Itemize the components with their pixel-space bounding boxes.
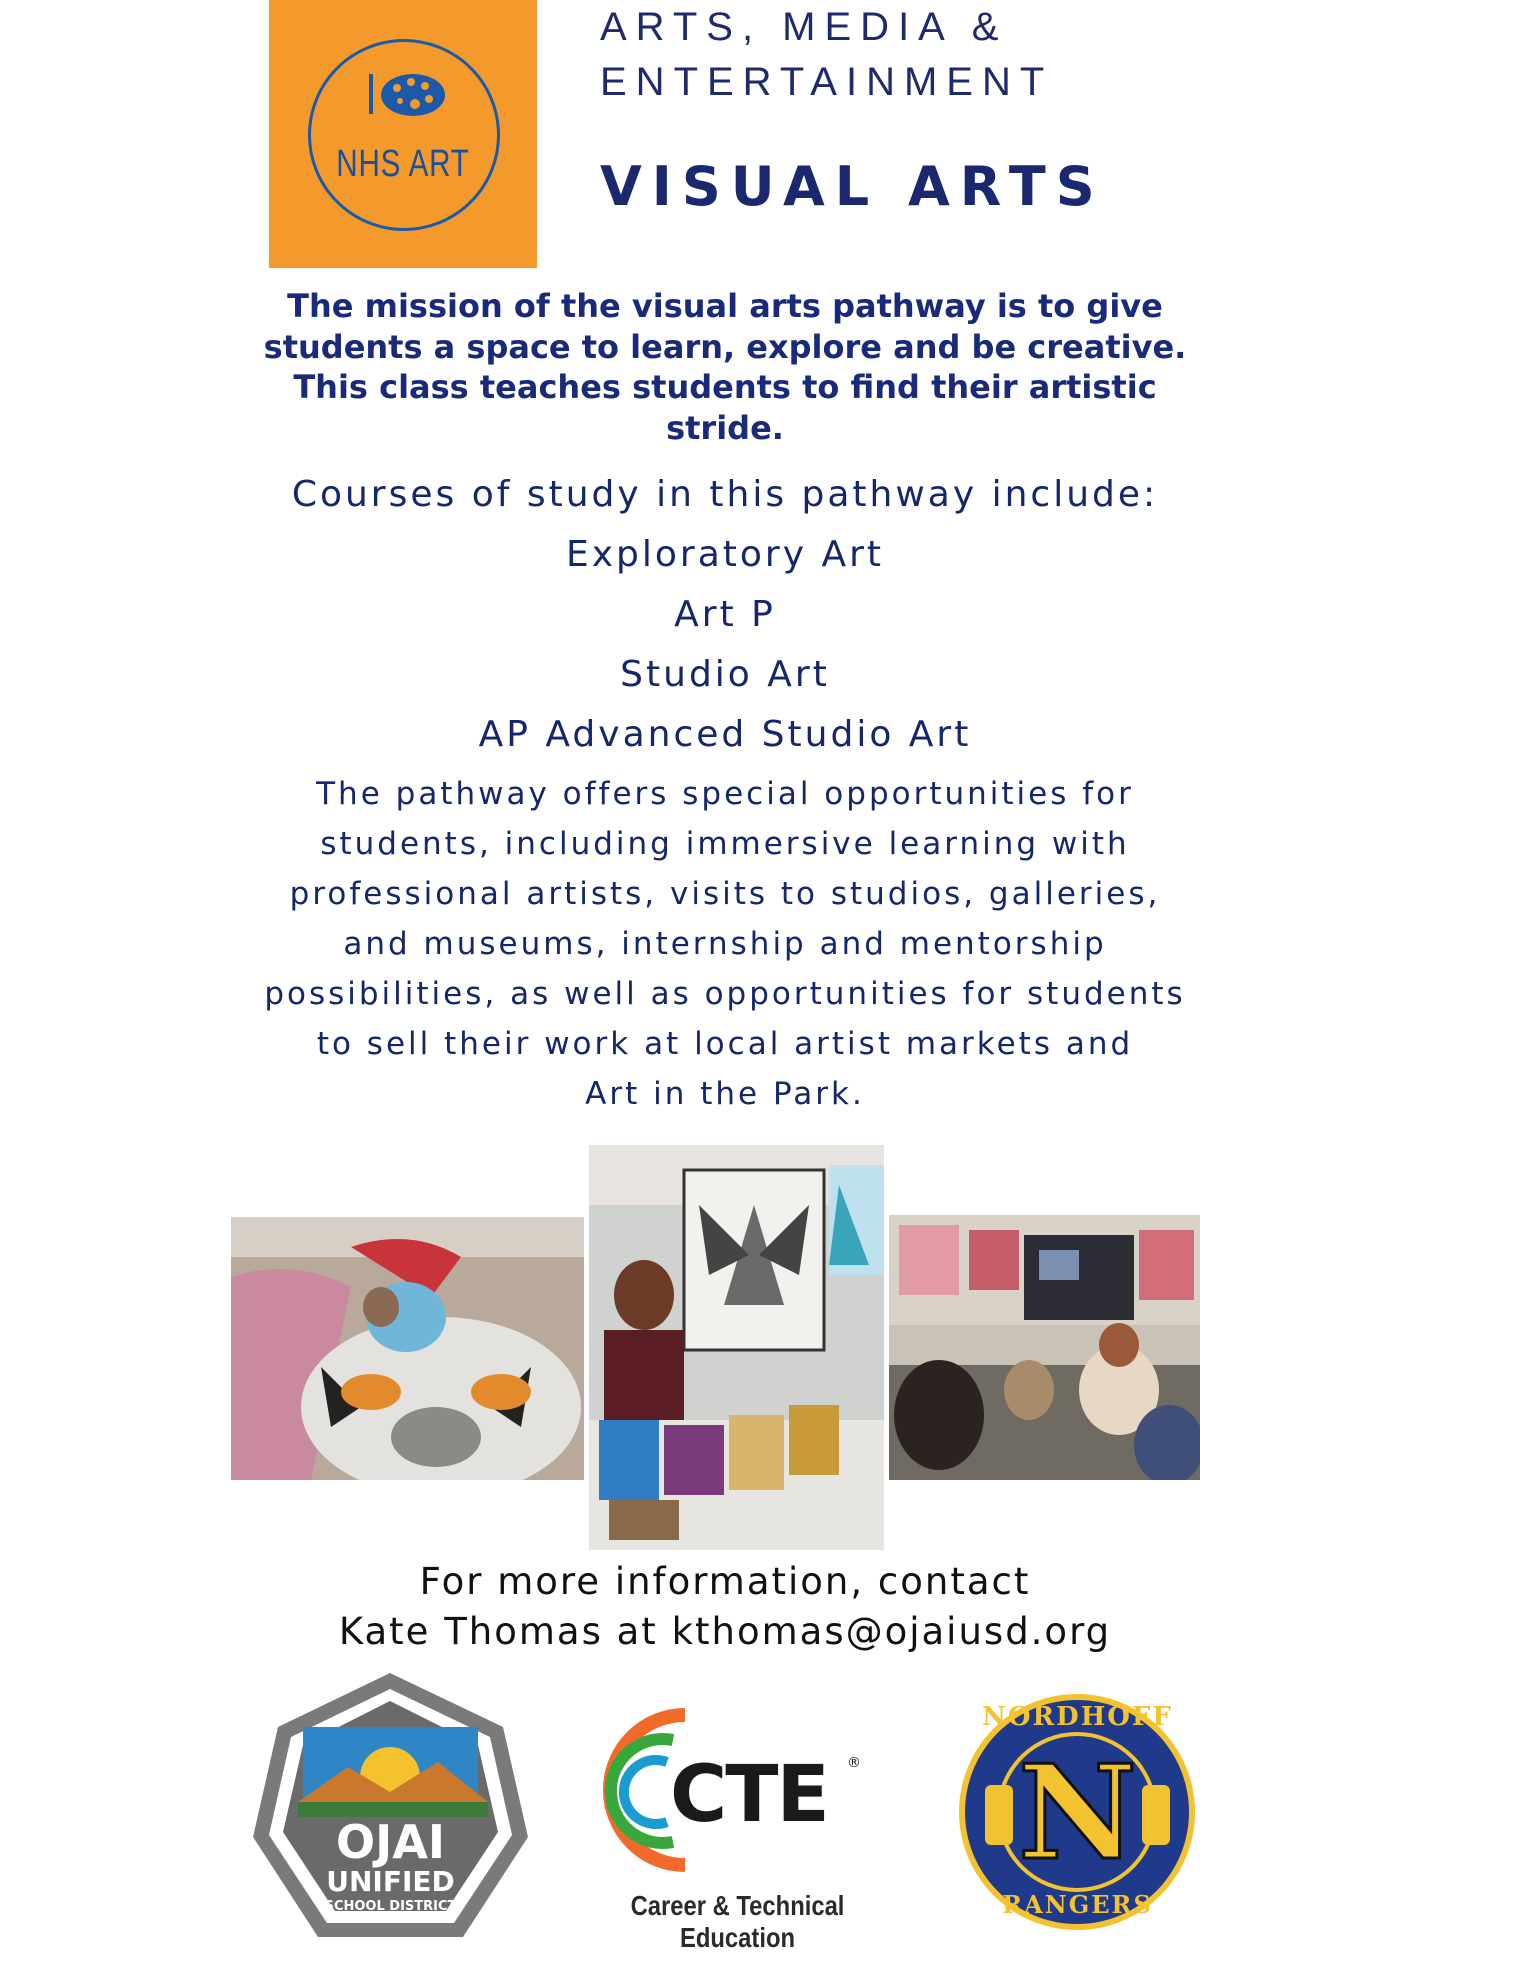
unified-text: UNIFIED <box>326 1865 455 1898</box>
course-item: AP Advanced Studio Art <box>478 714 972 755</box>
course-item: Exploratory Art <box>565 534 885 575</box>
logo-text: NHS ART <box>336 143 470 185</box>
photo-chalk-tiger <box>231 1217 584 1480</box>
cte-logo <box>555 1700 920 1953</box>
course-item: Studio Art <box>620 654 830 695</box>
page-title: VISUAL ARTS <box>600 155 1105 218</box>
cte-mark: CTE <box>670 1750 828 1840</box>
opportunities-line: The pathway offers special opportunities for <box>316 776 1134 812</box>
mission-line-2: students a space to learn, explore and be creative. <box>263 328 1187 366</box>
contact-line-2: Kate Thomas at kthomas@ojaiusd.org <box>338 1610 1112 1653</box>
nordhoff-letter: N <box>1018 1736 1137 1889</box>
mission-line-4: stride. <box>666 409 784 447</box>
header-line-1: ARTS, MEDIA & <box>600 5 1008 49</box>
ojai-text: OJAI <box>336 1815 445 1869</box>
opportunities-line: professional artists, visits to studios, galleries, <box>289 876 1161 912</box>
palette-icon <box>367 70 447 120</box>
opportunities-line: students, including immersive learning with <box>320 826 1130 862</box>
course-item: Art P <box>674 594 776 635</box>
logo-ring <box>308 39 500 231</box>
contact-line-1: For more information, contact <box>419 1560 1031 1603</box>
photo-art-market-booth <box>589 1145 884 1550</box>
opportunities-line: possibilities, as well as opportunities for students <box>264 976 1186 1012</box>
rangers-text: RANGERS <box>1002 1890 1153 1919</box>
opportunities-line: and museums, internship and mentorship <box>343 926 1107 962</box>
courses-intro: Courses of study in this pathway include: <box>291 474 1159 515</box>
photo-classroom <box>889 1215 1200 1480</box>
mission-line-3: This class teaches students to find their artistic <box>293 368 1157 406</box>
opportunities-line: to sell their work at local artist markets and <box>316 1026 1134 1062</box>
mission-line-1: The mission of the visual arts pathway is to give <box>287 287 1163 325</box>
cte-caption: Career & Technical Education <box>630 1890 845 1953</box>
ojai-unified-logo <box>248 1667 533 1952</box>
nordhoff-text: NORDHOFF <box>982 1702 1173 1732</box>
header-line-2: ENTERTAINMENT <box>600 60 1054 104</box>
registered-mark: ® <box>847 1755 861 1771</box>
nordhoff-rangers-logo <box>955 1690 1200 1935</box>
opportunities-line: Art in the Park. <box>585 1076 865 1112</box>
nhs-art-logo <box>269 0 537 268</box>
school-district-text: SCHOOL DISTRICT <box>324 1899 457 1914</box>
